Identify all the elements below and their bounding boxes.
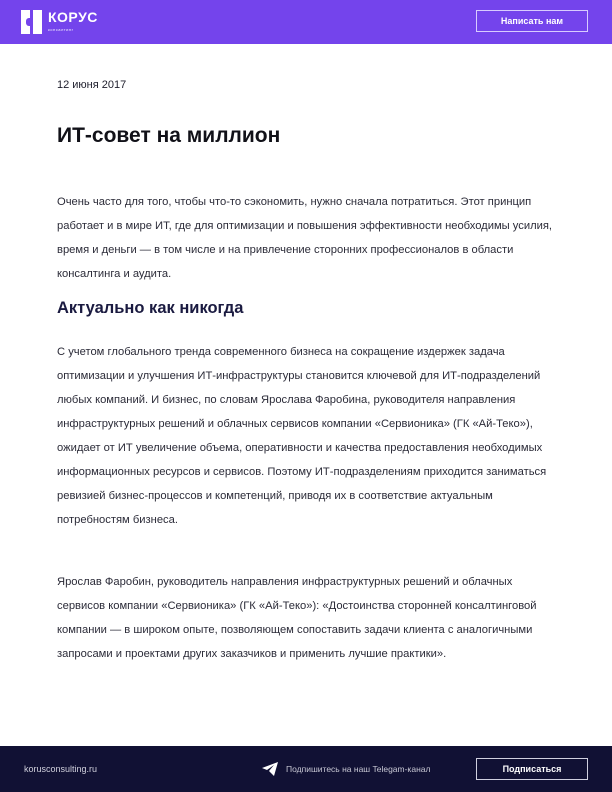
article-date: 12 июня 2017: [57, 79, 127, 91]
telegram-icon[interactable]: [262, 762, 278, 776]
subscribe-button[interactable]: Подписаться: [476, 758, 588, 780]
article-paragraph-2: С учетом глобального тренда современного бизнеса на сокращение издержек задача оптимизации и улучшения ИТ-инфраструктуры становится ключевой для ИТ-подразделений любых компаний. И бизнес, по словам Ярослава Фаробина, руководителя направления инфраструктурных решений и облачных сервисов компании «Сервионика» (ГК «Ай-Теко»), ожидает от ИТ увеличение объема, оперативности и качества предоставления необходимых информационных ресурсов и сервисов. Поэтому ИТ-подразделениям приходится заниматься ревизией бизнес-процессов и компетенций, приводя их в соответствие актуальным потребностям бизнеса.: [57, 346, 547, 526]
contact-us-button[interactable]: Написать нам: [476, 10, 588, 32]
article-title: ИТ-совет на миллион: [57, 124, 281, 147]
logo-subtitle: консалтинг: [48, 27, 74, 32]
korus-logo[interactable]: [21, 10, 98, 34]
header-bar: [0, 0, 612, 44]
article-paragraph-1: Очень часто для того, чтобы что-то сэкономить, нужно сначала потратиться. Этот принцип работает и в мире ИТ, где для оптимизации и повышения эффективности необходимы усилия, время и деньги — в том числе и на привлечение сторонних профессионалов в области консалтинга и аудита.: [57, 196, 553, 280]
logo-name: КОРУС: [48, 9, 98, 25]
article-paragraph-3: Ярослав Фаробин, руководитель направления инфраструктурных решений и облачных сервисов компании «Сервионика» (ГК «Ай-Теко»): «Достоинства сторонней консалтинговой компании — в широком опыте, позволяющем сопоставить задачи клиента с аналогичными запросами и проектами других заказчиков и применить лучшие практики».: [57, 576, 537, 660]
site-link[interactable]: korusconsulting.ru: [24, 764, 98, 774]
telegram-subscribe-text[interactable]: Подпишитесь на наш Telegam-канал: [286, 764, 431, 774]
article-subheading: Актуально как никогда: [57, 299, 244, 317]
korus-logo-icon: [21, 10, 43, 34]
footer-bar: [0, 746, 612, 792]
